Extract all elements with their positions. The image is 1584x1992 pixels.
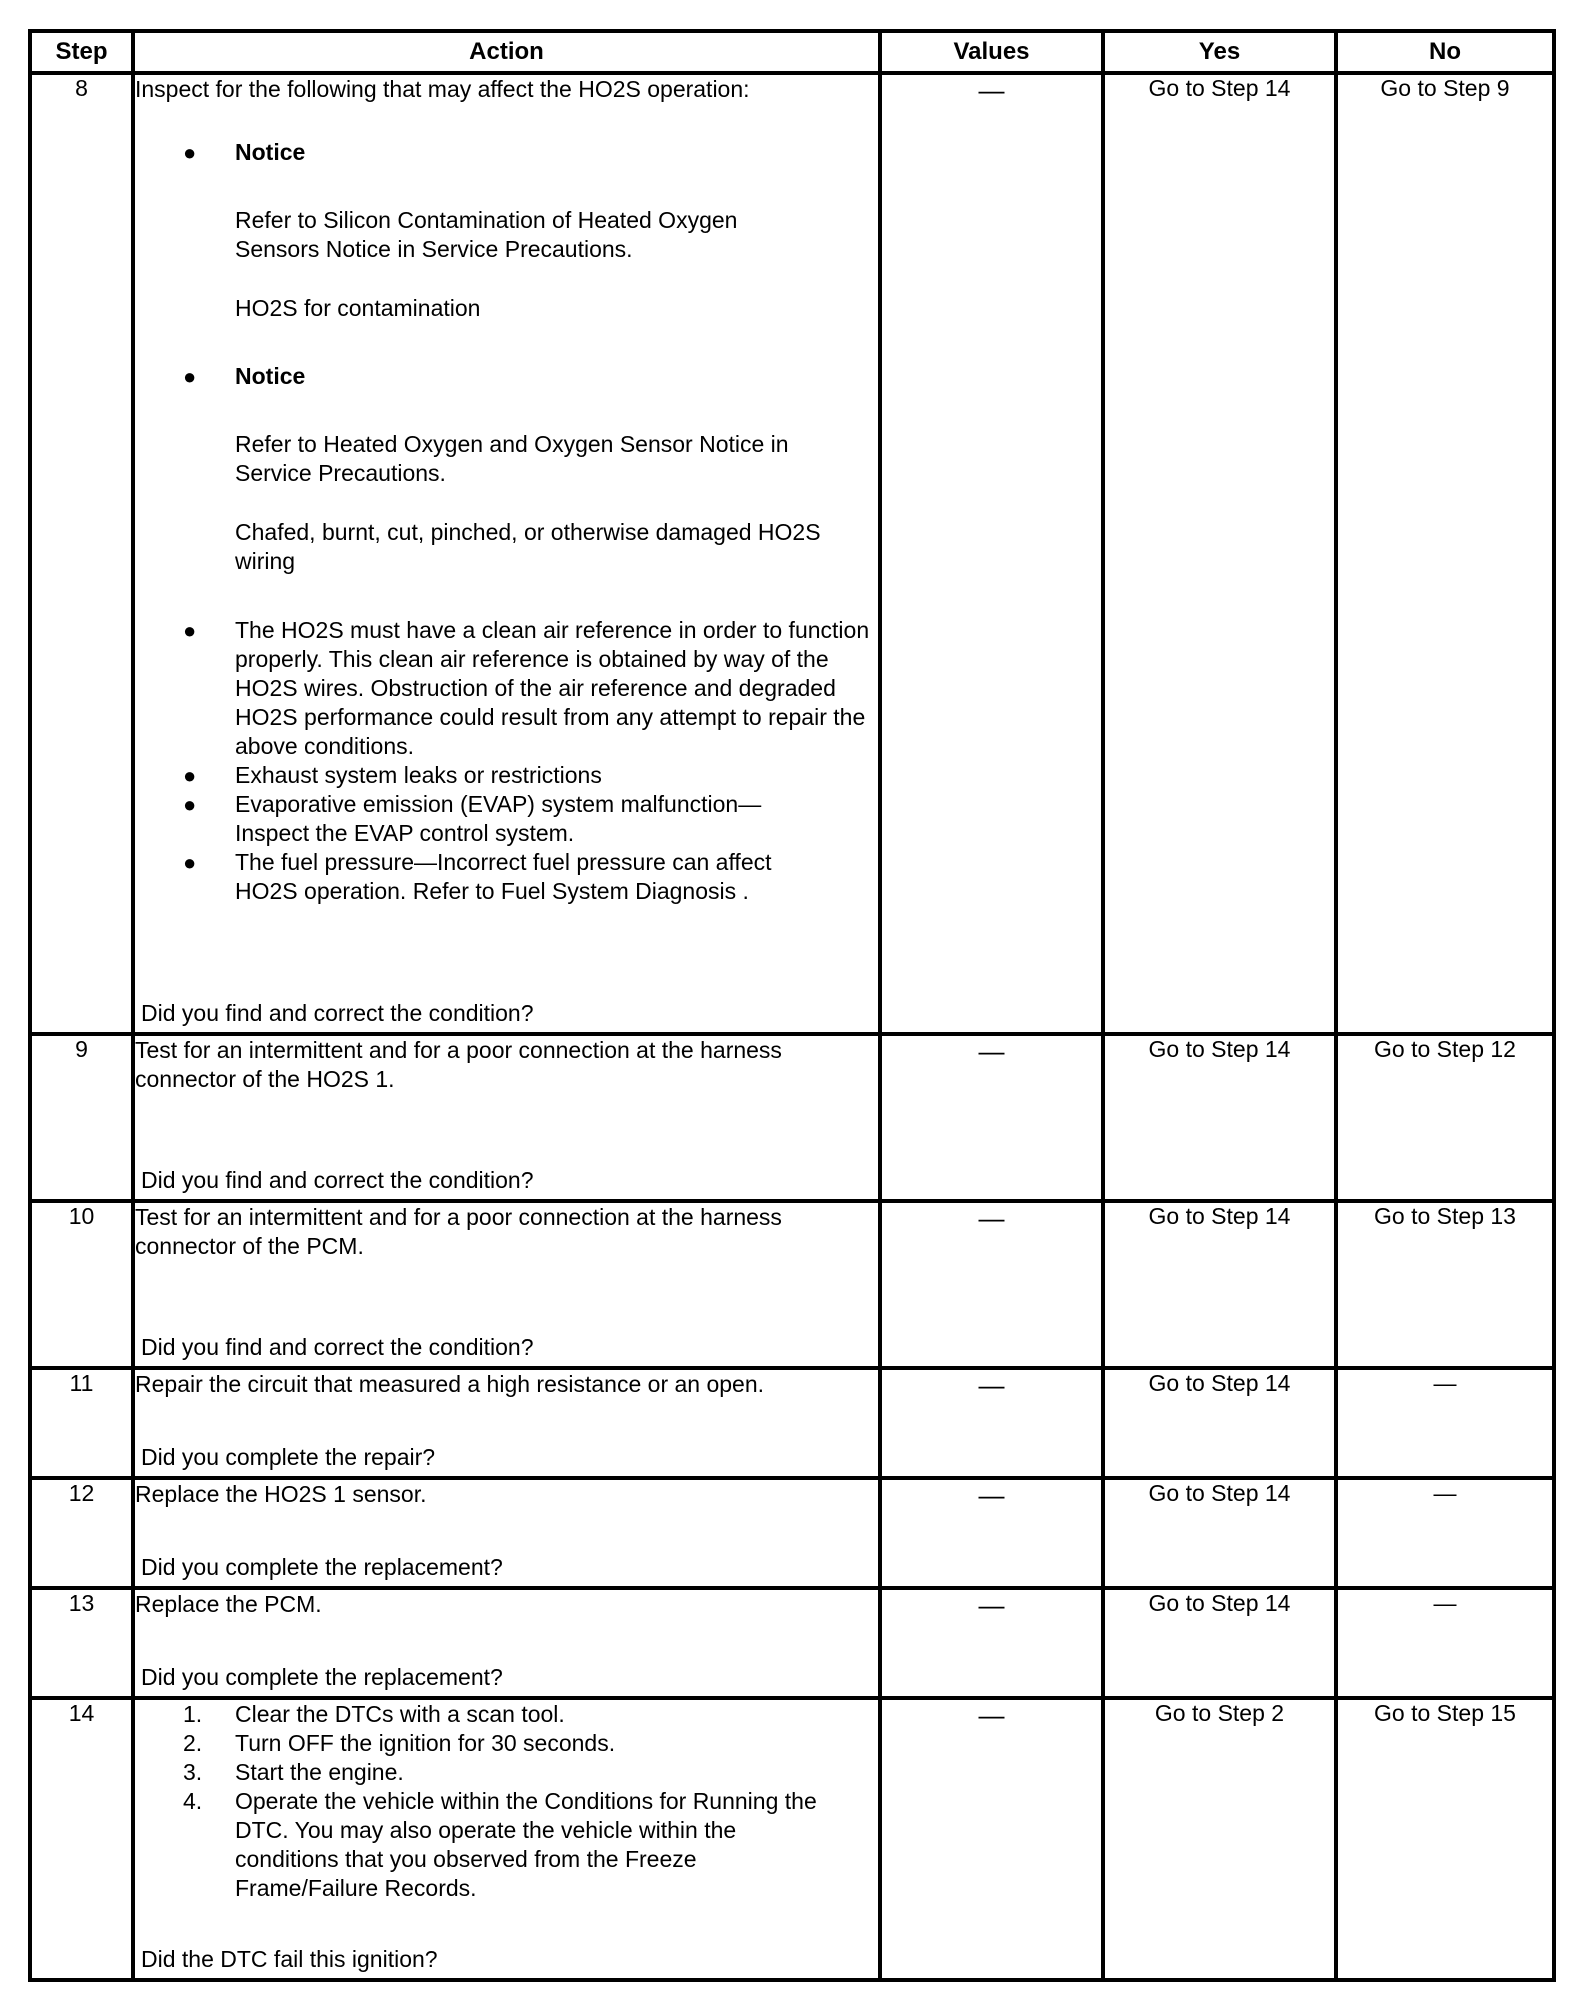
values-cell: —	[880, 1588, 1103, 1698]
notice-title: Notice	[235, 363, 306, 389]
bullet-text: The HO2S must have a clean air reference in order to function properly. This clean air reference is obtained by way of the HO2S wires. Obstruction of the air reference and degraded HO2S performance could result from any attempt to repair the above conditions.	[235, 617, 870, 759]
notice-title: Notice	[235, 139, 306, 165]
action-text: Repair the circuit that measured a high resistance or an open.	[135, 1371, 765, 1397]
action-question: Did you find and correct the condition?	[141, 1167, 534, 1193]
action-question: Did you complete the repair?	[141, 1444, 436, 1470]
action-text: Test for an intermittent and for a poor connection at the harness connector of the PCM.	[135, 1204, 782, 1259]
list-item	[135, 790, 878, 848]
action-cell	[133, 1368, 880, 1478]
action-question: Did you find and correct the condition?	[141, 1000, 534, 1026]
action-question: Did you complete the replacement?	[141, 1664, 503, 1690]
step-number: 12	[30, 1478, 133, 1588]
action-text: Replace the HO2S 1 sensor.	[135, 1481, 427, 1507]
values-cell: —	[880, 1368, 1103, 1478]
step-number: 11	[30, 1368, 133, 1478]
list-text: Operate the vehicle within the Conditions for Running the DTC. You may also operate the vehicle within the conditions that you observed from the Freeze Frame/Failure Records.	[235, 1788, 817, 1901]
notice-item: Chafed, burnt, cut, pinched, or otherwise damaged HO2S wiring	[235, 519, 821, 574]
action-cell	[133, 1698, 880, 1980]
numbered-list	[135, 1700, 878, 1903]
list-item	[135, 616, 878, 761]
table-row-step-10	[30, 1201, 1554, 1368]
header-yes: Yes	[1103, 31, 1336, 73]
list-text: Clear the DTCs with a scan tool.	[235, 1701, 565, 1727]
values-cell: —	[880, 1698, 1103, 1980]
step-number: 14	[30, 1698, 133, 1980]
table-row-step-8	[30, 73, 1554, 1034]
bullet-icon: ●	[183, 618, 197, 643]
bullet-icon: ●	[183, 140, 197, 165]
bullet-text: The fuel pressure—Incorrect fuel pressure can affect HO2S operation. Refer to Fuel System Diagnosis .	[235, 849, 772, 904]
action-question: Did you find and correct the condition?	[141, 1334, 534, 1360]
step-number: 13	[30, 1588, 133, 1698]
values-cell: —	[880, 1034, 1103, 1201]
list-item	[135, 138, 878, 362]
notice-text: Refer to Heated Oxygen and Oxygen Sensor Notice in Service Precautions.	[235, 431, 789, 486]
values-cell: —	[880, 1478, 1103, 1588]
action-text: Test for an intermittent and for a poor connection at the harness connector of the HO2S 1.	[135, 1037, 782, 1092]
list-item	[135, 362, 878, 616]
list-number: 4.	[183, 1788, 203, 1814]
table-row-step-13	[30, 1588, 1554, 1698]
list-item	[135, 1700, 878, 1729]
list-number: 1.	[183, 1701, 203, 1727]
list-item	[135, 1729, 878, 1758]
step-number: 8	[30, 73, 133, 1034]
diagnostic-table	[28, 29, 1556, 1982]
bullet-list	[135, 138, 878, 906]
action-question: Did you complete the replacement?	[141, 1554, 503, 1580]
table-row-step-11	[30, 1368, 1554, 1478]
no-cell: Go to Step 12	[1336, 1034, 1554, 1201]
header-no: No	[1336, 31, 1554, 73]
action-cell	[133, 1478, 880, 1588]
values-cell: —	[880, 1201, 1103, 1368]
list-text: Start the engine.	[235, 1759, 404, 1785]
step-number: 10	[30, 1201, 133, 1368]
header-action: Action	[133, 31, 880, 73]
action-text: Replace the PCM.	[135, 1591, 322, 1617]
action-cell	[133, 73, 880, 1034]
action-question: Did the DTC fail this ignition?	[141, 1946, 438, 1972]
yes-cell: Go to Step 14	[1103, 1201, 1336, 1368]
bullet-icon: ●	[183, 364, 197, 389]
list-item	[135, 1787, 878, 1903]
action-cell	[133, 1201, 880, 1368]
list-item	[135, 848, 878, 906]
table-row-step-9	[30, 1034, 1554, 1201]
values-cell: —	[880, 73, 1103, 1034]
yes-cell: Go to Step 14	[1103, 73, 1336, 1034]
notice-text: Refer to Silicon Contamination of Heated Oxygen Sensors Notice in Service Precautions.	[235, 207, 738, 262]
action-cell	[133, 1588, 880, 1698]
step-number: 9	[30, 1034, 133, 1201]
bullet-icon: ●	[183, 792, 197, 817]
action-cell	[133, 1034, 880, 1201]
yes-cell: Go to Step 14	[1103, 1034, 1336, 1201]
yes-cell: Go to Step 14	[1103, 1478, 1336, 1588]
table-row-step-14	[30, 1698, 1554, 1980]
header-step: Step	[30, 31, 133, 73]
no-cell: —	[1336, 1368, 1554, 1478]
no-cell: Go to Step 9	[1336, 73, 1554, 1034]
no-cell: Go to Step 15	[1336, 1698, 1554, 1980]
header-row	[30, 31, 1554, 73]
bullet-icon: ●	[183, 763, 197, 788]
bullet-text: Exhaust system leaks or restrictions	[235, 762, 602, 788]
bullet-text: Evaporative emission (EVAP) system malfunction—Inspect the EVAP control system.	[235, 791, 762, 846]
list-item	[135, 1758, 878, 1787]
no-cell: —	[1336, 1588, 1554, 1698]
yes-cell: Go to Step 2	[1103, 1698, 1336, 1980]
notice-item: HO2S for contamination	[235, 295, 481, 321]
header-values: Values	[880, 31, 1103, 73]
yes-cell: Go to Step 14	[1103, 1368, 1336, 1478]
action-intro: Inspect for the following that may affect the HO2S operation:	[135, 76, 750, 102]
bullet-icon: ●	[183, 850, 197, 875]
no-cell: —	[1336, 1478, 1554, 1588]
list-text: Turn OFF the ignition for 30 seconds.	[235, 1730, 616, 1756]
list-number: 3.	[183, 1759, 203, 1785]
no-cell: Go to Step 13	[1336, 1201, 1554, 1368]
list-number: 2.	[183, 1730, 203, 1756]
yes-cell: Go to Step 14	[1103, 1588, 1336, 1698]
list-item	[135, 761, 878, 790]
table-row-step-12	[30, 1478, 1554, 1588]
